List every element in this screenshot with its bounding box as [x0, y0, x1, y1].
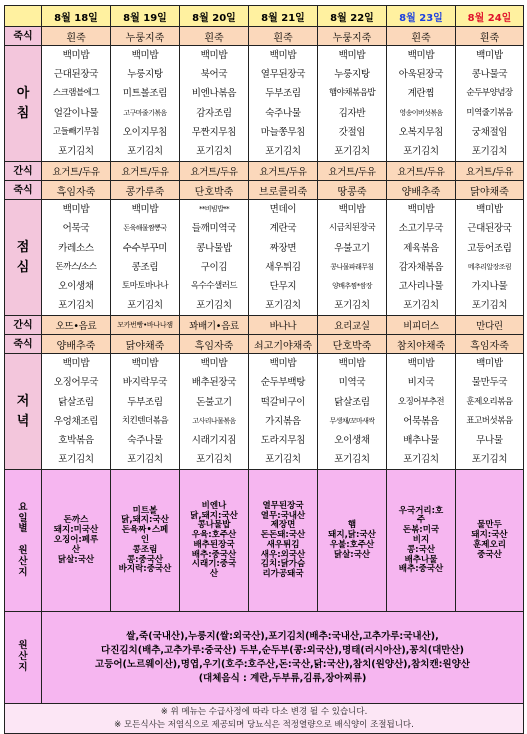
morning-porridge-cell: 흰죽: [180, 27, 249, 46]
menu-item: **비빔밥**: [198, 205, 230, 214]
origin-label-char: 지: [18, 662, 28, 674]
menu-item: 토마토바나나: [121, 280, 169, 291]
morning-porridge-cell: 누룽지죽: [318, 27, 387, 46]
menu-item: 도라지무침: [260, 435, 306, 446]
menu-item: 포기김치: [334, 454, 370, 466]
menu-item: 시래기지짐: [191, 435, 237, 446]
menu-item: 우불고기: [334, 242, 370, 254]
porridge-label: 죽식: [5, 335, 42, 354]
menu-item: 우엉채조림: [53, 415, 99, 427]
weekly-menu-table: [4, 5, 524, 734]
menu-item: 백미밥: [131, 204, 159, 216]
day-header: 8월 20일: [180, 6, 249, 27]
origin-line: 돼지,닭:국산: [328, 530, 376, 541]
menu-item: 닭살조림: [58, 396, 94, 408]
origin-day-cell: [249, 470, 318, 612]
dinner-porridge-row: [5, 335, 524, 354]
menu-item: 포기김치: [196, 454, 232, 466]
dinner-cell: [456, 354, 524, 470]
menu-item: 미트볼조림: [122, 88, 168, 100]
breakfast-label-char: 침: [16, 105, 30, 121]
dinner-porridge-cell: 단호박죽: [318, 335, 387, 354]
menu-item: 떡갈비구이: [260, 396, 306, 408]
breakfast-cell: [249, 46, 318, 162]
menu-item: 양배추찜*쌈장: [332, 281, 372, 290]
menu-item: 포기김치: [127, 300, 163, 312]
origin-common-text: [42, 612, 524, 704]
menu-item: 백미밥: [62, 204, 90, 216]
dinner-porridge-cell: 참치야채죽: [387, 335, 456, 354]
origin-day-cell: [387, 470, 456, 612]
origin-line: 주: [416, 515, 426, 526]
origin-line: 리가공돼국: [262, 569, 304, 580]
menu-item: 돈불고기: [196, 396, 232, 408]
menu-item: 포기김치: [58, 454, 94, 466]
menu-item: 숙주나물: [127, 435, 163, 446]
menu-item: 돈까스/소스: [55, 261, 97, 272]
menu-item: 백미밥: [476, 50, 503, 61]
lunch-porridge-cell: 단호박죽: [180, 181, 249, 200]
origin-line: 오징어:페루: [53, 534, 99, 545]
menu-item: 오이생채: [58, 280, 94, 292]
lunch-cell: [111, 200, 180, 316]
menu-item: 오복지무침: [398, 126, 444, 138]
menu-item: 가지나물: [471, 280, 508, 292]
breakfast-cell: [180, 46, 249, 162]
menu-item: 감자채볶음: [398, 261, 444, 273]
menu-item: 백미밥: [476, 358, 503, 370]
menu-item: 백미밥: [476, 204, 503, 216]
origin-common-line: 쌀,죽(국내산),누룽지(쌀:외국산),포기김치(배추:국내산,고추가루:국내산),: [126, 631, 439, 643]
menu-item: 포기김치: [58, 300, 94, 312]
menu-item: 포기김치: [127, 454, 163, 466]
menu-item: 포기김치: [334, 300, 370, 312]
menu-item: 궁채절임: [471, 126, 508, 138]
menu-item: 근대된장국: [467, 223, 512, 235]
origin-line: 닭살:국산: [57, 554, 95, 565]
origin-line: 우불:호주산: [329, 539, 375, 550]
lunch-cell: [387, 200, 456, 316]
menu-item: 수수부꾸미: [122, 242, 168, 254]
menu-item: 갓절임: [338, 126, 366, 138]
lunch-label-char: 심: [16, 259, 30, 275]
morning-porridge-cell: 흰죽: [387, 27, 456, 46]
origin-line: 제장면: [270, 520, 296, 531]
menu-item: 고구마줄기볶음: [123, 108, 167, 117]
origin-label-char: 요: [18, 501, 28, 513]
menu-item: 들깨미역국: [191, 223, 237, 235]
origin-label-char: 지: [18, 567, 28, 579]
breakfast-cell: [387, 46, 456, 162]
origin-line: 햄: [347, 520, 357, 531]
origin-line: 배추:중국산: [191, 549, 237, 560]
origin-line: 미트볼: [132, 505, 158, 516]
day-header: 8월 21일: [249, 6, 318, 27]
dinner-porridge-cell: 쇠고기야채죽: [249, 335, 318, 354]
menu-item: 오이지무침: [122, 126, 168, 138]
origin-line: 열무:국내산: [260, 510, 306, 521]
breakfast-cell: [456, 46, 524, 162]
origin-day-cell: [42, 470, 111, 612]
afternoon-snack-cell: 만다린: [456, 316, 524, 335]
origin-common-line: (대체음식 : 계란,두부류,김류,장아찌류): [198, 672, 367, 684]
menu-item: 계란찜: [407, 88, 435, 100]
menu-item: 고들빼기무침: [52, 126, 100, 137]
menu-item: 얼갈이나물: [53, 107, 99, 119]
origin-line: 돈육짜•스페: [121, 525, 169, 536]
origin-line: 돈돈돼:국산: [260, 530, 306, 541]
origin-line: 배추된장국: [193, 539, 235, 550]
origin-line: 배추나물: [404, 554, 438, 565]
menu-item: 새우튀김: [265, 261, 301, 273]
origin-line: 돼지:미국산: [53, 525, 99, 536]
breakfast-row: [5, 46, 524, 162]
notes: [5, 704, 524, 734]
menu-item: 김자반: [338, 107, 366, 119]
menu-item: 백미밥: [338, 358, 366, 370]
dinner-porridge-cell: 흑임자죽: [456, 335, 524, 354]
menu-item: 표고버섯볶음: [466, 415, 513, 426]
afternoon-snack-cell: 모카번빵•바나나잼: [111, 316, 180, 335]
afternoon-snack-cell: 요리교실: [318, 316, 387, 335]
dinner-row: [5, 354, 524, 470]
menu-item: 무짠지무침: [191, 126, 237, 138]
afternoon-snack-cell: 바나나: [249, 316, 318, 335]
morning-porridge-cell: 흰죽: [456, 27, 524, 46]
origin-line: 훈제오리: [473, 539, 506, 550]
origin-common-label: [5, 612, 42, 704]
origin-day-cell: [180, 470, 249, 612]
menu-item: 단무지: [269, 280, 297, 292]
menu-item: 돈육해물짬뽕국: [123, 224, 167, 233]
menu-item: 포기김치: [403, 454, 439, 466]
header-row: [5, 6, 524, 27]
morning-snack-cell: 요거트/두유: [249, 162, 318, 181]
menu-item: 백미밥: [407, 204, 435, 216]
breakfast-label-char: 아: [16, 86, 30, 102]
menu-item: 콩조림: [131, 261, 159, 273]
menu-item: 어묵국: [62, 223, 90, 235]
menu-item: 포기김치: [334, 145, 370, 157]
dinner-cell: [42, 354, 111, 470]
morning-porridge-cell: 누룽지죽: [111, 27, 180, 46]
day-header: 8월 22일: [318, 6, 387, 27]
menu-item: 백미밥: [338, 204, 366, 216]
menu-item: 훈제오리볶음: [466, 396, 513, 407]
dinner-porridge-cell: 양배추죽: [42, 335, 111, 354]
origin-line: 산: [71, 544, 81, 555]
origin-common-row: [5, 612, 524, 704]
menu-item: 어묵볶음: [403, 415, 439, 427]
morning-snack-cell: 요거트/두유: [387, 162, 456, 181]
menu-item: 백미밥: [407, 358, 435, 370]
dinner-cell: [111, 354, 180, 470]
morning-snack-cell: 요거트/두유: [456, 162, 524, 181]
menu-item: 포기김치: [127, 145, 163, 157]
origin-line: 산: [209, 569, 219, 580]
dinner-label-char: 저: [16, 394, 30, 410]
breakfast-label: [5, 46, 42, 162]
menu-item: 무생채/꼬마새싹: [329, 416, 375, 425]
lunch-row: [5, 200, 524, 316]
dinner-cell: [249, 354, 318, 470]
origin-line: 콩:중국산: [126, 554, 164, 565]
menu-item: 무나물: [476, 435, 503, 446]
origin-label-char: 원: [18, 545, 28, 557]
notes-row: [5, 704, 524, 734]
menu-item: 고등어조림: [467, 242, 512, 254]
menu-item: 백미밥: [269, 50, 297, 61]
menu-item: 포기김치: [403, 145, 439, 157]
menu-item: 치킨텐더볶음: [121, 415, 169, 426]
lunch-label-char: 점: [16, 240, 30, 256]
menu-item: 고사리나물볶음: [192, 416, 236, 425]
origin-common-line: 고등어(노르웨이산),명엽,우기(호주:호주산,돈:국산,닭:국산),참치(원양산),참치캔:원양산: [95, 658, 470, 670]
menu-item: 미역줄기볶음: [466, 107, 513, 118]
menu-item: 포기김치: [265, 300, 301, 312]
menu-item: 백미밥: [62, 50, 90, 61]
origin-by-day-row: [5, 470, 524, 612]
menu-item: 백미밥: [338, 50, 366, 61]
dinner-cell: [318, 354, 387, 470]
origin-label-char: 산: [18, 651, 28, 663]
menu-item: 포기김치: [471, 145, 508, 157]
menu-item: 카레소스: [58, 242, 94, 254]
lunch-porridge-cell: 브로콜리죽: [249, 181, 318, 200]
origin-line: 시래기:중국: [191, 559, 237, 570]
origin-label-char: 산: [18, 556, 28, 568]
morning-porridge-row: [5, 27, 524, 46]
menu-item: 누룽지탕: [127, 69, 163, 81]
origin-line: 콩조림: [132, 544, 158, 555]
note-line: ※ 위 메뉴는 수급사정에 따라 다소 변경 될 수 있습니다.: [160, 707, 368, 718]
origin-label-char: 원: [18, 640, 28, 652]
origin-line: 돼지:국산: [471, 530, 508, 541]
origin-day-cell: [456, 470, 524, 612]
afternoon-snack-cell: 비피더스: [387, 316, 456, 335]
lunch-porridge-cell: 양배추죽: [387, 181, 456, 200]
menu-item: 포기김치: [471, 300, 508, 312]
lunch-cell: [180, 200, 249, 316]
menu-item: 포기김치: [265, 145, 301, 157]
breakfast-cell: [111, 46, 180, 162]
origin-by-day-label: [5, 470, 42, 612]
origin-line: 새우:외국산: [260, 549, 306, 560]
day-header: 8월 19일: [111, 6, 180, 27]
menu-item: 포기김치: [58, 145, 94, 157]
origin-line: 열무된장국: [262, 500, 304, 511]
menu-item: 순두부양념장: [466, 88, 513, 99]
menu-item: 옥수수샐러드: [190, 280, 238, 291]
menu-item: 계란국: [269, 223, 297, 235]
porridge-label: 죽식: [5, 181, 42, 200]
morning-snack-cell: 요거트/두유: [180, 162, 249, 181]
lunch-cell: [42, 200, 111, 316]
lunch-porridge-cell: 콩가루죽: [111, 181, 180, 200]
origin-line: 새우튀김: [266, 539, 300, 550]
menu-item: 햄야채볶음밥: [328, 88, 376, 99]
origin-line: 우국거리:호: [398, 505, 444, 516]
menu-item: 포기김치: [196, 145, 232, 157]
menu-item: 소고기무국: [398, 223, 444, 235]
origin-line: 콩:국산: [406, 544, 436, 555]
menu-item: 배추나물: [403, 435, 439, 446]
origin-line: 우육:호주산: [191, 530, 237, 541]
origin-common-line: 다진김치(배추,고추가루:중국산) 두부,순두부(콩:외국산),명태(러시아산),꽁치(대만산): [101, 645, 464, 657]
menu-item: 백미밥: [131, 358, 159, 370]
origin-line: 중국산: [477, 549, 502, 560]
lunch-cell: [318, 200, 387, 316]
lunch-porridge-cell: 닭야채죽: [456, 181, 524, 200]
menu-item: 포기김치: [471, 454, 508, 466]
origin-day-cell: [111, 470, 180, 612]
menu-item: 미역국: [338, 377, 366, 389]
morning-snack-row: [5, 162, 524, 181]
menu-item: 고사리나물: [398, 280, 444, 292]
menu-item: 호박볶음: [58, 435, 94, 446]
note-line: ※ 모든식사는 저염식으로 제공되며 당뇨식은 적정열량으로 배식양이 조절됩니다.: [114, 719, 414, 730]
afternoon-snack-row: [5, 316, 524, 335]
origin-line: 인: [140, 534, 150, 545]
day-header-saturday: 8월 23일: [387, 6, 456, 27]
origin-line: 닭살:국산: [333, 549, 371, 560]
snack-label: 간식: [5, 162, 42, 181]
menu-item: 비지국: [407, 377, 435, 389]
menu-item: 백미밥: [131, 50, 159, 61]
menu-item: 오이생채: [334, 435, 370, 446]
menu-item: 마늘쫑무침: [260, 126, 306, 138]
origin-line: 물만두: [477, 520, 502, 531]
morning-snack-cell: 요거트/두유: [42, 162, 111, 181]
origin-label-char: 일: [18, 512, 28, 524]
origin-line: 비지: [412, 534, 430, 545]
dinner-porridge-cell: 흑임자죽: [180, 335, 249, 354]
breakfast-cell: [318, 46, 387, 162]
day-header: 8월 18일: [42, 6, 111, 27]
lunch-cell: [249, 200, 318, 316]
dinner-porridge-cell: 닭야채죽: [111, 335, 180, 354]
menu-item: 시금치된장국: [328, 223, 376, 234]
morning-snack-cell: 요거트/두유: [111, 162, 180, 181]
origin-line: 돈까스: [63, 515, 89, 526]
menu-item: 백미밥: [200, 358, 228, 370]
menu-item: 열무된장국: [260, 69, 306, 81]
origin-line: 바지락:중국산: [118, 564, 172, 575]
menu-item: 콩나물밥: [196, 242, 232, 254]
menu-item: 순두부백탕: [260, 377, 306, 389]
menu-item: 백미밥: [62, 358, 90, 370]
menu-item: 포기김치: [196, 300, 232, 312]
morning-snack-cell: 요거트/두유: [318, 162, 387, 181]
menu-item: 바지락무국: [122, 377, 168, 389]
menu-item: 제육볶음: [403, 242, 439, 254]
lunch-porridge-cell: 땅콩죽: [318, 181, 387, 200]
origin-line: 닭,돼지:국산: [121, 515, 169, 526]
menu-item: 콩나물파래무침: [330, 262, 374, 271]
menu-item: 구이김: [200, 261, 228, 273]
menu-item: 비엔나볶음: [191, 88, 237, 100]
header-corner: [5, 6, 42, 27]
menu-item: 두부조림: [127, 396, 163, 408]
menu-item: 짜장면: [269, 242, 297, 254]
menu-item: 감자조림: [196, 107, 232, 119]
menu-item: 백미밥: [200, 50, 228, 61]
menu-item: 메추리알장조림: [467, 262, 512, 271]
origin-line: 닭,돼지:국산: [190, 510, 238, 521]
menu-item: 숙주나물: [265, 107, 301, 119]
menu-item: 두부조림: [265, 88, 301, 100]
morning-porridge-cell: 흰죽: [42, 27, 111, 46]
dinner-label-char: 녁: [16, 413, 30, 429]
menu-item: 오징어무국: [53, 377, 99, 389]
dinner-label: [5, 354, 42, 470]
origin-line: 배추:중국산: [398, 564, 444, 575]
origin-line: 김치:닭가슴: [260, 559, 306, 570]
snack-label: 간식: [5, 316, 42, 335]
day-header-sunday: 8월 24일: [456, 6, 524, 27]
menu-item: 면데이: [269, 204, 297, 216]
menu-item: 북어국: [200, 69, 228, 81]
origin-label-char: 별: [18, 523, 28, 535]
menu-item: 포기김치: [265, 454, 301, 466]
afternoon-snack-cell: 꽈배기•음료: [180, 316, 249, 335]
afternoon-snack-cell: 오뜨•음료: [42, 316, 111, 335]
menu-item: 가지볶음: [265, 415, 301, 427]
menu-item: 닭살조림: [334, 396, 370, 408]
lunch-cell: [456, 200, 524, 316]
origin-day-cell: [318, 470, 387, 612]
origin-line: 콩나물밥: [197, 520, 231, 531]
dinner-cell: [180, 354, 249, 470]
menu-item: 포기김치: [403, 300, 439, 312]
menu-item: 물만두국: [471, 377, 508, 389]
menu-item: 백미밥: [407, 50, 435, 61]
menu-item: 스크램블에그: [52, 88, 100, 99]
lunch-label: [5, 200, 42, 316]
menu-item: 오징어부추전: [397, 396, 445, 407]
menu-item: 근대된장국: [53, 69, 99, 81]
breakfast-cell: [42, 46, 111, 162]
lunch-porridge-cell: 흑임자죽: [42, 181, 111, 200]
menu-item: 배추된장국: [191, 377, 237, 389]
morning-porridge-cell: 흰죽: [249, 27, 318, 46]
lunch-porridge-row: [5, 181, 524, 200]
porridge-label: 죽식: [5, 27, 42, 46]
origin-line: 돈볶:미국: [402, 525, 440, 536]
menu-item: 백미밥: [269, 358, 297, 370]
menu-item: 아욱된장국: [398, 69, 444, 81]
menu-item: 콩나물국: [471, 69, 508, 81]
menu-item: 누룽지탕: [334, 69, 370, 81]
menu-item: 영송이버섯볶음: [399, 108, 443, 117]
dinner-cell: [387, 354, 456, 470]
origin-line: 비엔나: [201, 500, 227, 511]
